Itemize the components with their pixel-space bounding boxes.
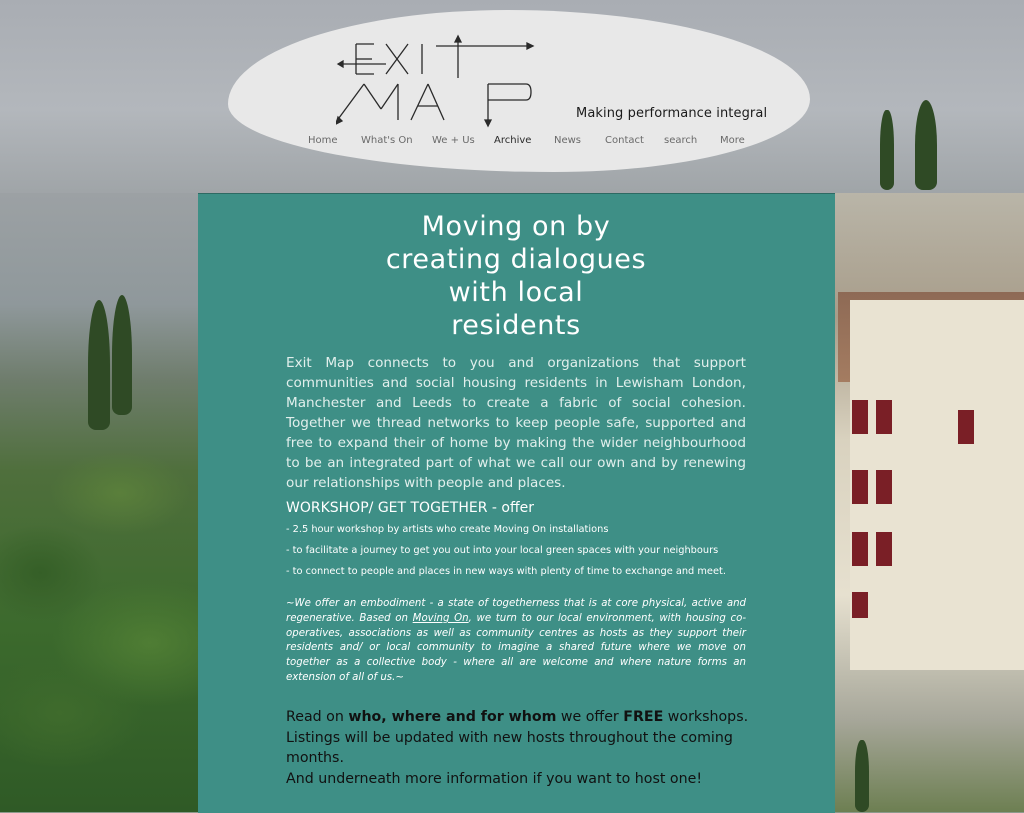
read-on-text: workshops. — [663, 709, 749, 725]
background-cypress — [88, 300, 110, 430]
nav-item-news[interactable]: News — [554, 135, 582, 146]
nav-item-more[interactable]: More — [720, 135, 745, 146]
exit-map-logo[interactable] — [336, 34, 536, 128]
read-on-line — [286, 707, 756, 728]
moving-on-link[interactable]: Moving On — [412, 612, 469, 624]
read-on-text: Read on — [286, 709, 349, 725]
nav-item-search[interactable]: search — [664, 135, 698, 146]
background-cypress — [880, 110, 894, 190]
nav-item-home[interactable]: Home — [308, 135, 338, 146]
offer-text: ~We offer an embodiment - a state of togetherness that is at core physical, active and regenerative. Based on — [286, 598, 746, 624]
main-nav — [308, 135, 760, 146]
headline-line: creating dialogues — [385, 244, 647, 275]
nav-item-whats-on[interactable]: What's On — [361, 135, 413, 146]
background-window — [876, 470, 892, 504]
offer-text: , we turn to our local environment, with housing co-operatives, associations as well as community centres as hosts as they support their residents and/ or local community to imagine a shared future where we move on together as a collective body - where all are welcome and where nature forms an extension of all of us.~ — [286, 612, 746, 683]
read-on-emphasis: FREE — [623, 709, 664, 725]
background-window — [852, 532, 868, 566]
nav-item-we-us[interactable]: We + Us — [432, 135, 475, 146]
background-window — [876, 532, 892, 566]
background-cypress — [855, 740, 869, 812]
background-window — [852, 592, 868, 618]
background-cypress — [112, 295, 132, 415]
read-on-emphasis: who, where and for whom — [348, 709, 557, 725]
workshop-title: WORKSHOP/ GET TOGETHER - offer — [286, 500, 534, 516]
background-forest — [0, 193, 200, 812]
headline-line: with local — [448, 277, 584, 308]
background-window — [958, 410, 974, 444]
intro-paragraph: Exit Map connects to you and organizations that support communities and social housing residents in Lewisham London, Manchester and Leeds to create a fabric of social cohesion. Together we thread networks to keep people safe, supported and free to expand their of home by making the wider neighbourhood to be an integrated part of what we call our own and by renewing our relationships with people and places. — [286, 355, 746, 491]
nav-item-contact[interactable]: Contact — [605, 135, 644, 146]
headline-line: Moving on by — [421, 211, 611, 242]
read-on-text: we offer — [556, 709, 624, 725]
background-window — [852, 470, 868, 504]
background-window — [852, 400, 868, 434]
read-on-line: Listings will be updated with new hosts throughout the coming months. — [286, 729, 733, 766]
page-headline — [200, 210, 832, 342]
headline-line: residents — [451, 310, 581, 341]
background-window — [876, 400, 892, 434]
offer-paragraph — [286, 597, 746, 686]
workshop-bullet: - to connect to people and places in new ways with plenty of time to exchange and meet. — [286, 566, 726, 577]
nav-item-archive[interactable]: Archive — [494, 135, 532, 146]
workshop-bullet: - 2.5 hour workshop by artists who create Moving On installations — [286, 524, 609, 535]
read-on-paragraph — [286, 707, 756, 789]
read-on-line: And underneath more information if you want to host one! — [286, 770, 703, 787]
site-tagline: Making performance integral — [576, 106, 768, 121]
background-cypress — [915, 100, 937, 190]
workshop-bullet: - to facilitate a journey to get you out into your local green spaces with your neighbours — [286, 545, 719, 556]
